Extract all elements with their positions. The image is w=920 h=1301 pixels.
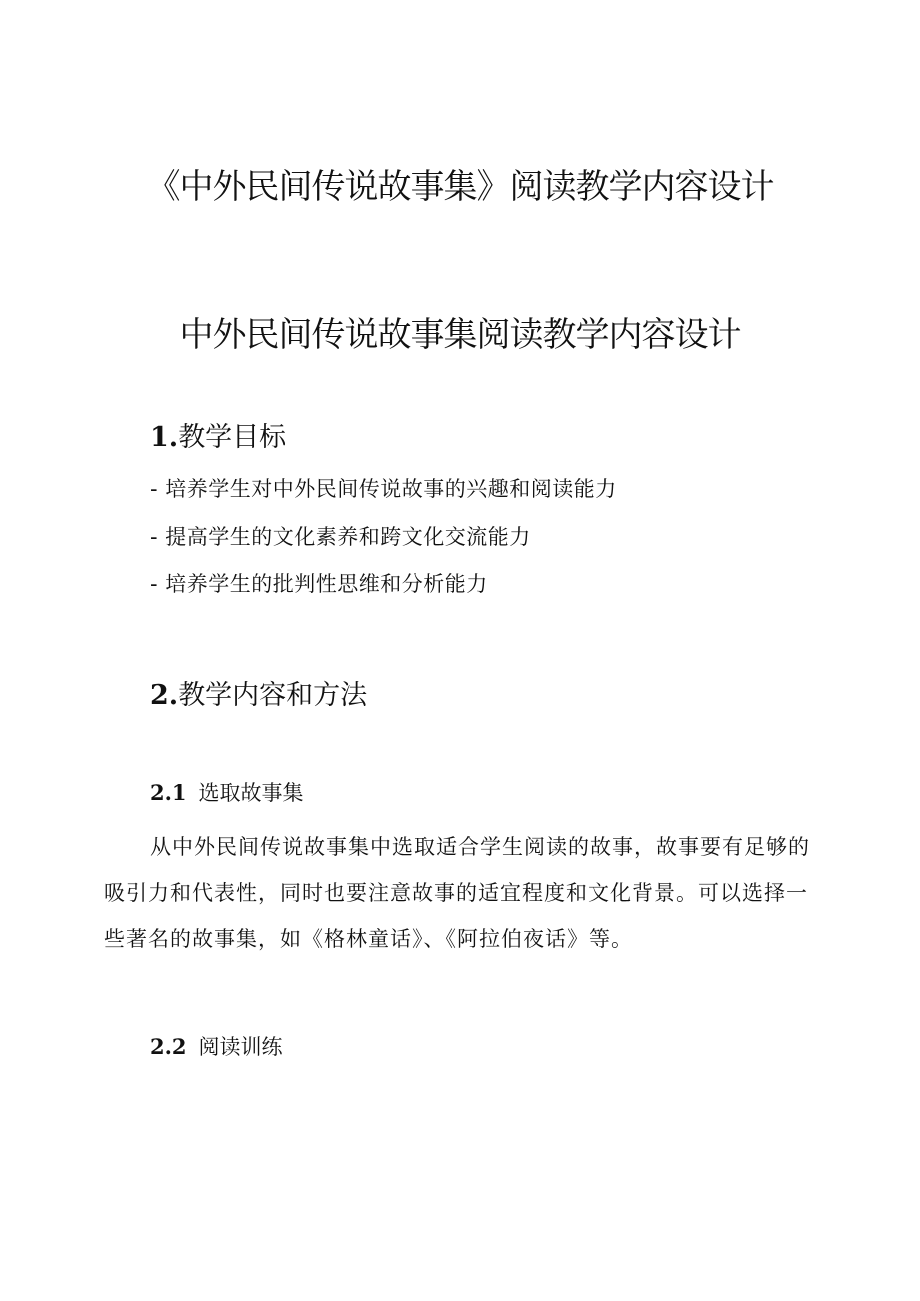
section-1-heading: [150, 418, 286, 458]
section-1-number: 1.: [150, 422, 179, 453]
section-2-heading: [150, 676, 367, 716]
subsection-2-1-title: 选取故事集: [198, 781, 304, 805]
subsection-2-1-number: 2.1: [150, 780, 187, 805]
document-title: 《中外民间传说故事集》阅读教学内容设计: [146, 167, 774, 207]
section-2-number: 2.: [150, 680, 179, 711]
subsection-2-1-heading: [150, 776, 304, 810]
section-2-title: 教学内容和方法: [178, 680, 368, 711]
goal-bullet-1: - 培养学生对中外民间传说故事的兴趣和阅读能力: [150, 477, 617, 501]
goal-bullet-2: - 提高学生的文化素养和跨文化交流能力: [150, 525, 531, 549]
goal-bullet-3: - 培养学生的批判性思维和分析能力: [150, 572, 488, 596]
subsection-2-2-heading: [150, 1030, 283, 1064]
section-1-title: 教学目标: [178, 422, 287, 453]
document-subtitle: 中外民间传说故事集阅读教学内容设计: [179, 315, 741, 355]
subsection-2-2-number: 2.2: [150, 1034, 187, 1059]
subsection-2-1-paragraph: 从中外民间传说故事集中选取适合学生阅读的故事，故事要有足够的吸引力和代表性，同时也要注意故事的适宜程度和文化背景。可以选择一些著名的故事集，如《格林童话》、《阿拉伯夜话》等。: [104, 835, 810, 951]
subsection-2-2-title: 阅读训练: [198, 1035, 283, 1059]
